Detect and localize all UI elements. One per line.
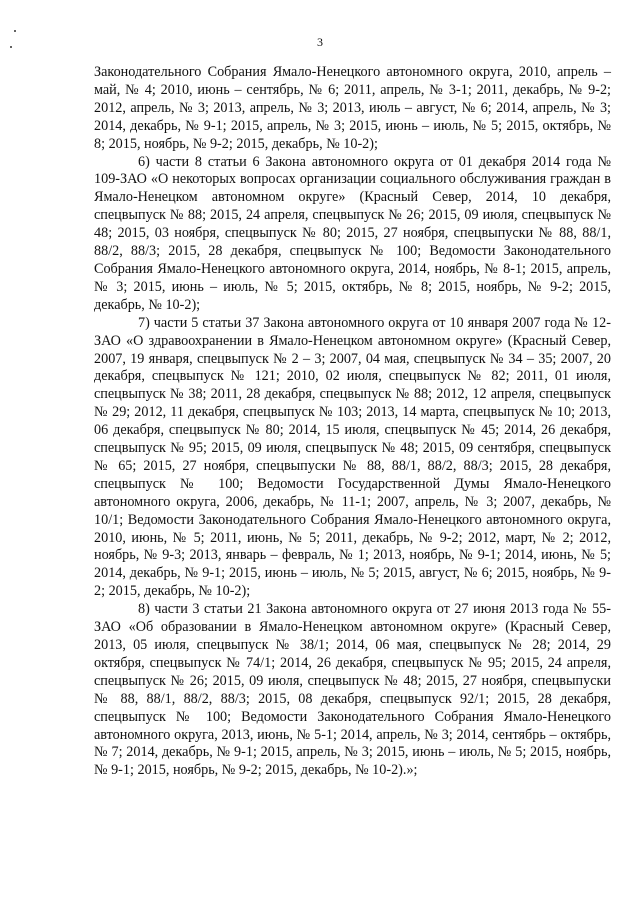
document-body [94, 64, 611, 780]
paragraph-item-8: 8) части 3 статьи 21 Закона автономного округа от 27 июня 2013 года № 55-ЗАО «Об образовании в Ямало-Ненецком автономном округе» (Красный Север, 2013, 05 июля, спецвыпуск № 38/1; 2014, 06 мая, спецвыпуск № 28; 2014, 29 октября, спецвыпуск № 74/1; 2014, 26 декабря, спецвыпуск № 95; 2015, 24 апреля, спецвыпуск № 26; 2015, 09 июля, спецвыпуск № 48; 2015, 27 ноября, спецвыпуски № 88, 88/1, 88/2, 88/3; 2015, 08 декабря, спецвыпуск 92/1; 2015, 28 декабря, спецвыпуск № 100; Ведомости Законодательного Собрания Ямало-Ненецкого автономного округа, 2013, июнь, № 5-1; 2014, апрель, № 3; 2014, сентябрь – октябрь, № 7; 2014, декабрь, № 9-1; 2015, апрель, № 3; 2015, июнь – июль, № 5; 2015, ноябрь, № 9-1; 2015, ноябрь, № 9-2; 2015, декабрь, № 10-2).»; [94, 601, 611, 779]
paragraph-item-7: 7) части 5 статьи 37 Закона автономного округа от 10 января 2007 года № 12-ЗАО «О здравоохранении в Ямало-Ненецком автономном округе» (Красный Север, 2007, 19 января, спецвыпуск № 2 – 3; 2007, 04 мая, спецвыпуск № 34 – 35; 2007, 20 декабря, спецвыпуск № 121; 2010, 02 июля, спецвыпуск № 82; 2011, 01 июля, спецвыпуск № 38; 2011, 28 декабря, спецвыпуск № 88; 2012, 12 апреля, спецвыпуск № 29; 2012, 11 декабря, спецвыпуск № 103; 2013, 14 марта, спецвыпуск № 10; 2013, 06 декабря, спецвыпуск № 80; 2014, 15 июля, спецвыпуск № 45; 2014, 26 декабря, спецвыпуск № 95; 2015, 09 июля, спецвыпуск № 48; 2015, 09 сентября, спецвыпуск № 65; 2015, 27 ноября, спецвыпуски № 88, 88/1, 88/2, 88/3; 2015, 28 декабря, спецвыпуск № 100; Ведомости Государственной Думы Ямало-Ненецкого автономного округа, 2006, декабрь, № 11-1; 2007, апрель, № 3; 2007, декабрь, № 10/1; Ведомости Законодательного Собрания Ямало-Ненецкого автономного округа, 2010, июнь, № 5; 2011, июнь, № 5; 2011, декабрь, № 9-2; 2012, март, № 2; 2012, ноябрь, № 9-3; 2013, январь – февраль, № 1; 2013, ноябрь, № 9-1; 2014, июнь, № 5; 2014, декабрь, № 9-1; 2015, июнь – июль, № 5; 2015, август, № 6; 2015, ноябрь, № 9-2; 2015, декабрь, № 10-2); [94, 314, 611, 600]
paragraph-continuation: Законодательного Собрания Ямало-Ненецкого автономного округа, 2010, апрель – май, № 4; 2010, июнь – сентябрь, № 6; 2011, апрель, № 3-1; 2011, декабрь, № 9-2; 2012, апрель, № 3; 2013, апрель, № 3; 2013, июль – август, № 6; 2014, апрель, № 3; 2014, декабрь, № 9-1; 2015, апрель, № 3; 2015, июнь – июль, № 5; 2015, октябрь, № 8; 2015, ноябрь, № 9-2; 2015, декабрь, № 10-2); [94, 64, 611, 152]
paragraph-item-6: 6) части 8 статьи 6 Закона автономного округа от 01 декабря 2014 года № 109-ЗАО «О некоторых вопросах организации социального обслуживания граждан в Ямало-Ненецком автономном округе» (Красный Север, 2014, 10 декабря, спецвыпуск № 88; 2015, 24 апреля, спецвыпуск № 26; 2015, 09 июля, спецвыпуск № 48; 2015, 03 ноября, спецвыпуск № 80; 2015, 27 ноября, спецвыпуски № 88, 88/1, 88/2, 88/3; 2015, 28 декабря, спецвыпуск № 100; Ведомости Законодательного Собрания Ямало-Ненецкого автономного округа, 2014, ноябрь, № 8-1; 2015, апрель, № 3; 2015, июнь – июль, № 5; 2015, октябрь, № 8; 2015, ноябрь, № 9-2; 2015, декабрь, № 10-2); [94, 153, 611, 313]
scan-speck [14, 30, 16, 32]
page-number: 3 [317, 35, 323, 49]
